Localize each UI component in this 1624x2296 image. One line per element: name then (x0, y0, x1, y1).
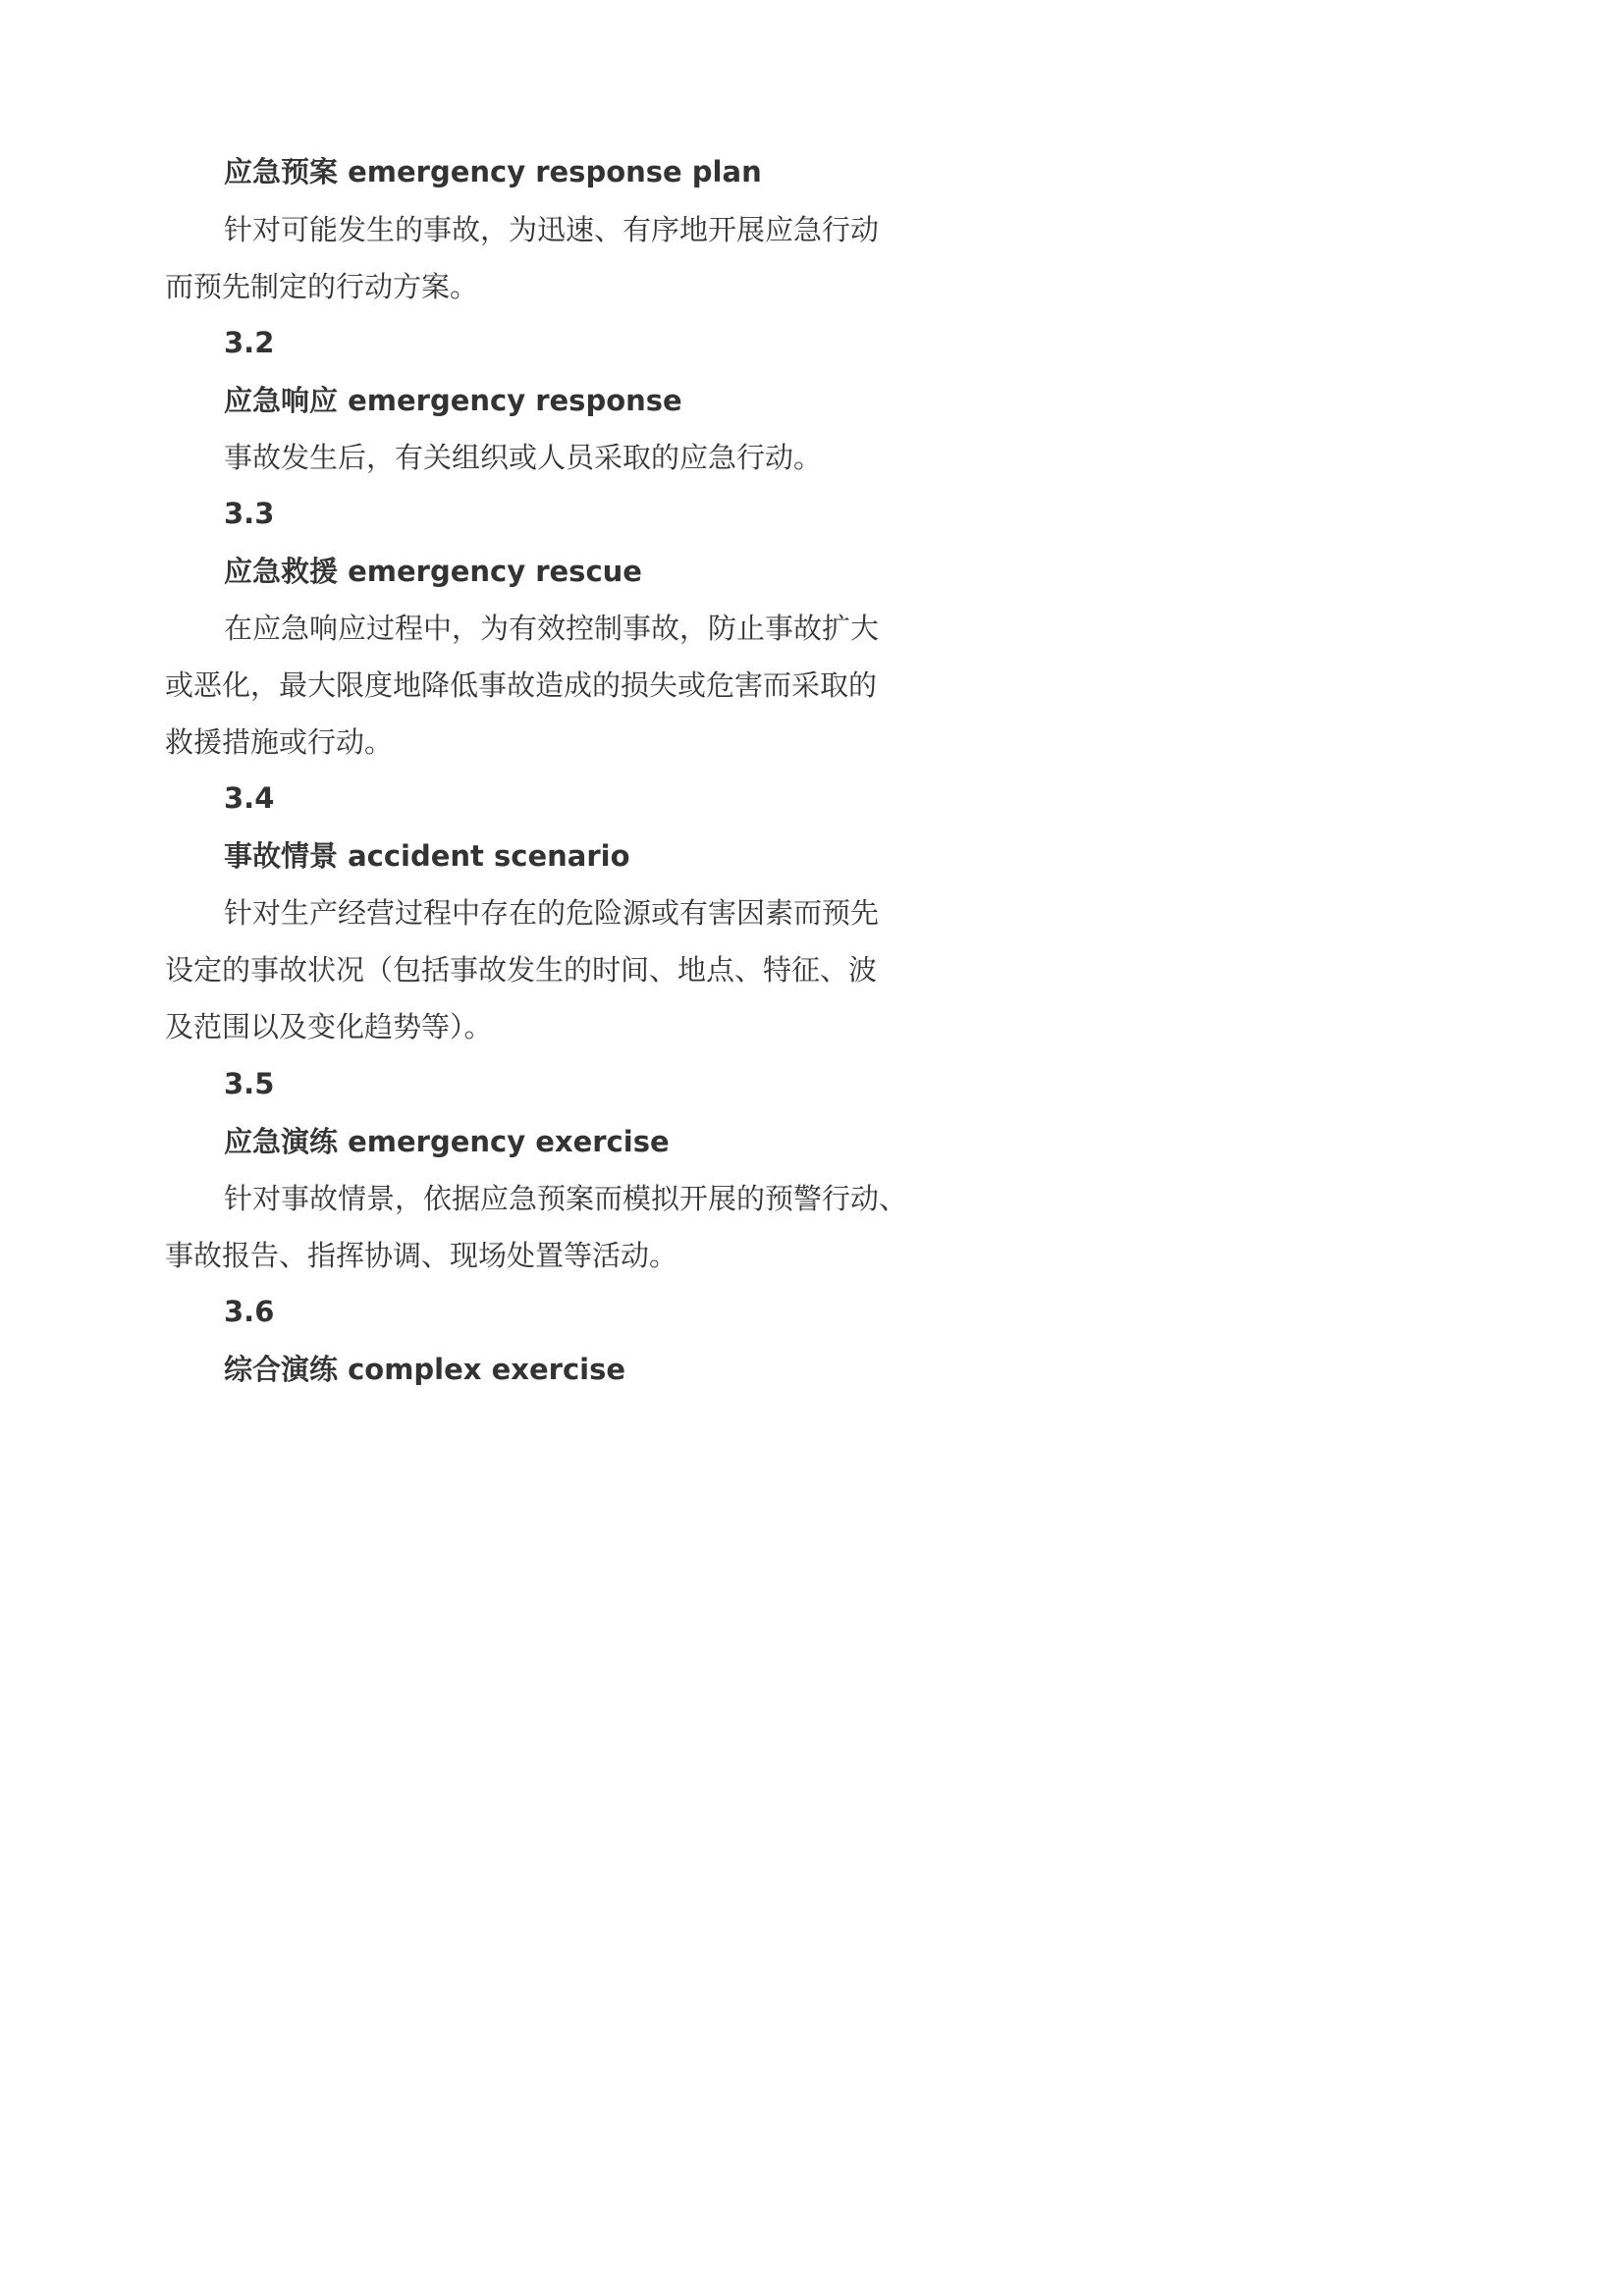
term-definition-line: 事故发生后，有关组织或人员采取的应急行动。 (224, 441, 823, 474)
term-definition-line: 设定的事故状况（包括事故发生的时间、地点、特征、波 (165, 953, 878, 987)
term-definition-line: 而预先制定的行动方案。 (165, 270, 479, 303)
term-definition-line: 针对事故情景，依据应急预案而模拟开展的预警行动、 (224, 1182, 908, 1215)
term-heading-emergency-rescue: 应急救援 emergency rescue (224, 555, 642, 588)
term-definition-line: 在应急响应过程中，为有效控制事故，防止事故扩大 (224, 612, 880, 645)
section-number-3-4: 3.4 (224, 781, 275, 815)
term-heading-emergency-response: 应急响应 emergency response (224, 384, 682, 417)
document-page (0, 0, 1083, 1531)
term-definition-line: 或恶化，最大限度地降低事故造成的损失或危害而采取的 (165, 668, 878, 702)
term-definition-line: 针对生产经营过程中存在的危险源或有害因素而预先 (224, 896, 880, 930)
term-definition-line: 及范围以及变化趋势等）。 (165, 1010, 493, 1043)
term-heading-emergency-response-plan: 应急预案 emergency response plan (224, 155, 762, 188)
term-definition-line: 针对可能发生的事故，为迅速、有序地开展应急行动 (224, 213, 880, 246)
section-number-3-3: 3.3 (224, 497, 275, 530)
term-definition-line: 事故报告、指挥协调、现场处置等活动。 (165, 1239, 678, 1272)
section-number-3-5: 3.5 (224, 1067, 275, 1100)
section-number-3-2: 3.2 (224, 326, 275, 359)
term-heading-emergency-exercise: 应急演练 emergency exercise (224, 1125, 670, 1158)
section-number-3-6: 3.6 (224, 1295, 275, 1328)
term-heading-complex-exercise: 综合演练 complex exercise (224, 1353, 626, 1386)
term-heading-accident-scenario: 事故情景 accident scenario (224, 839, 630, 873)
term-definition-line: 救援措施或行动。 (165, 725, 394, 759)
